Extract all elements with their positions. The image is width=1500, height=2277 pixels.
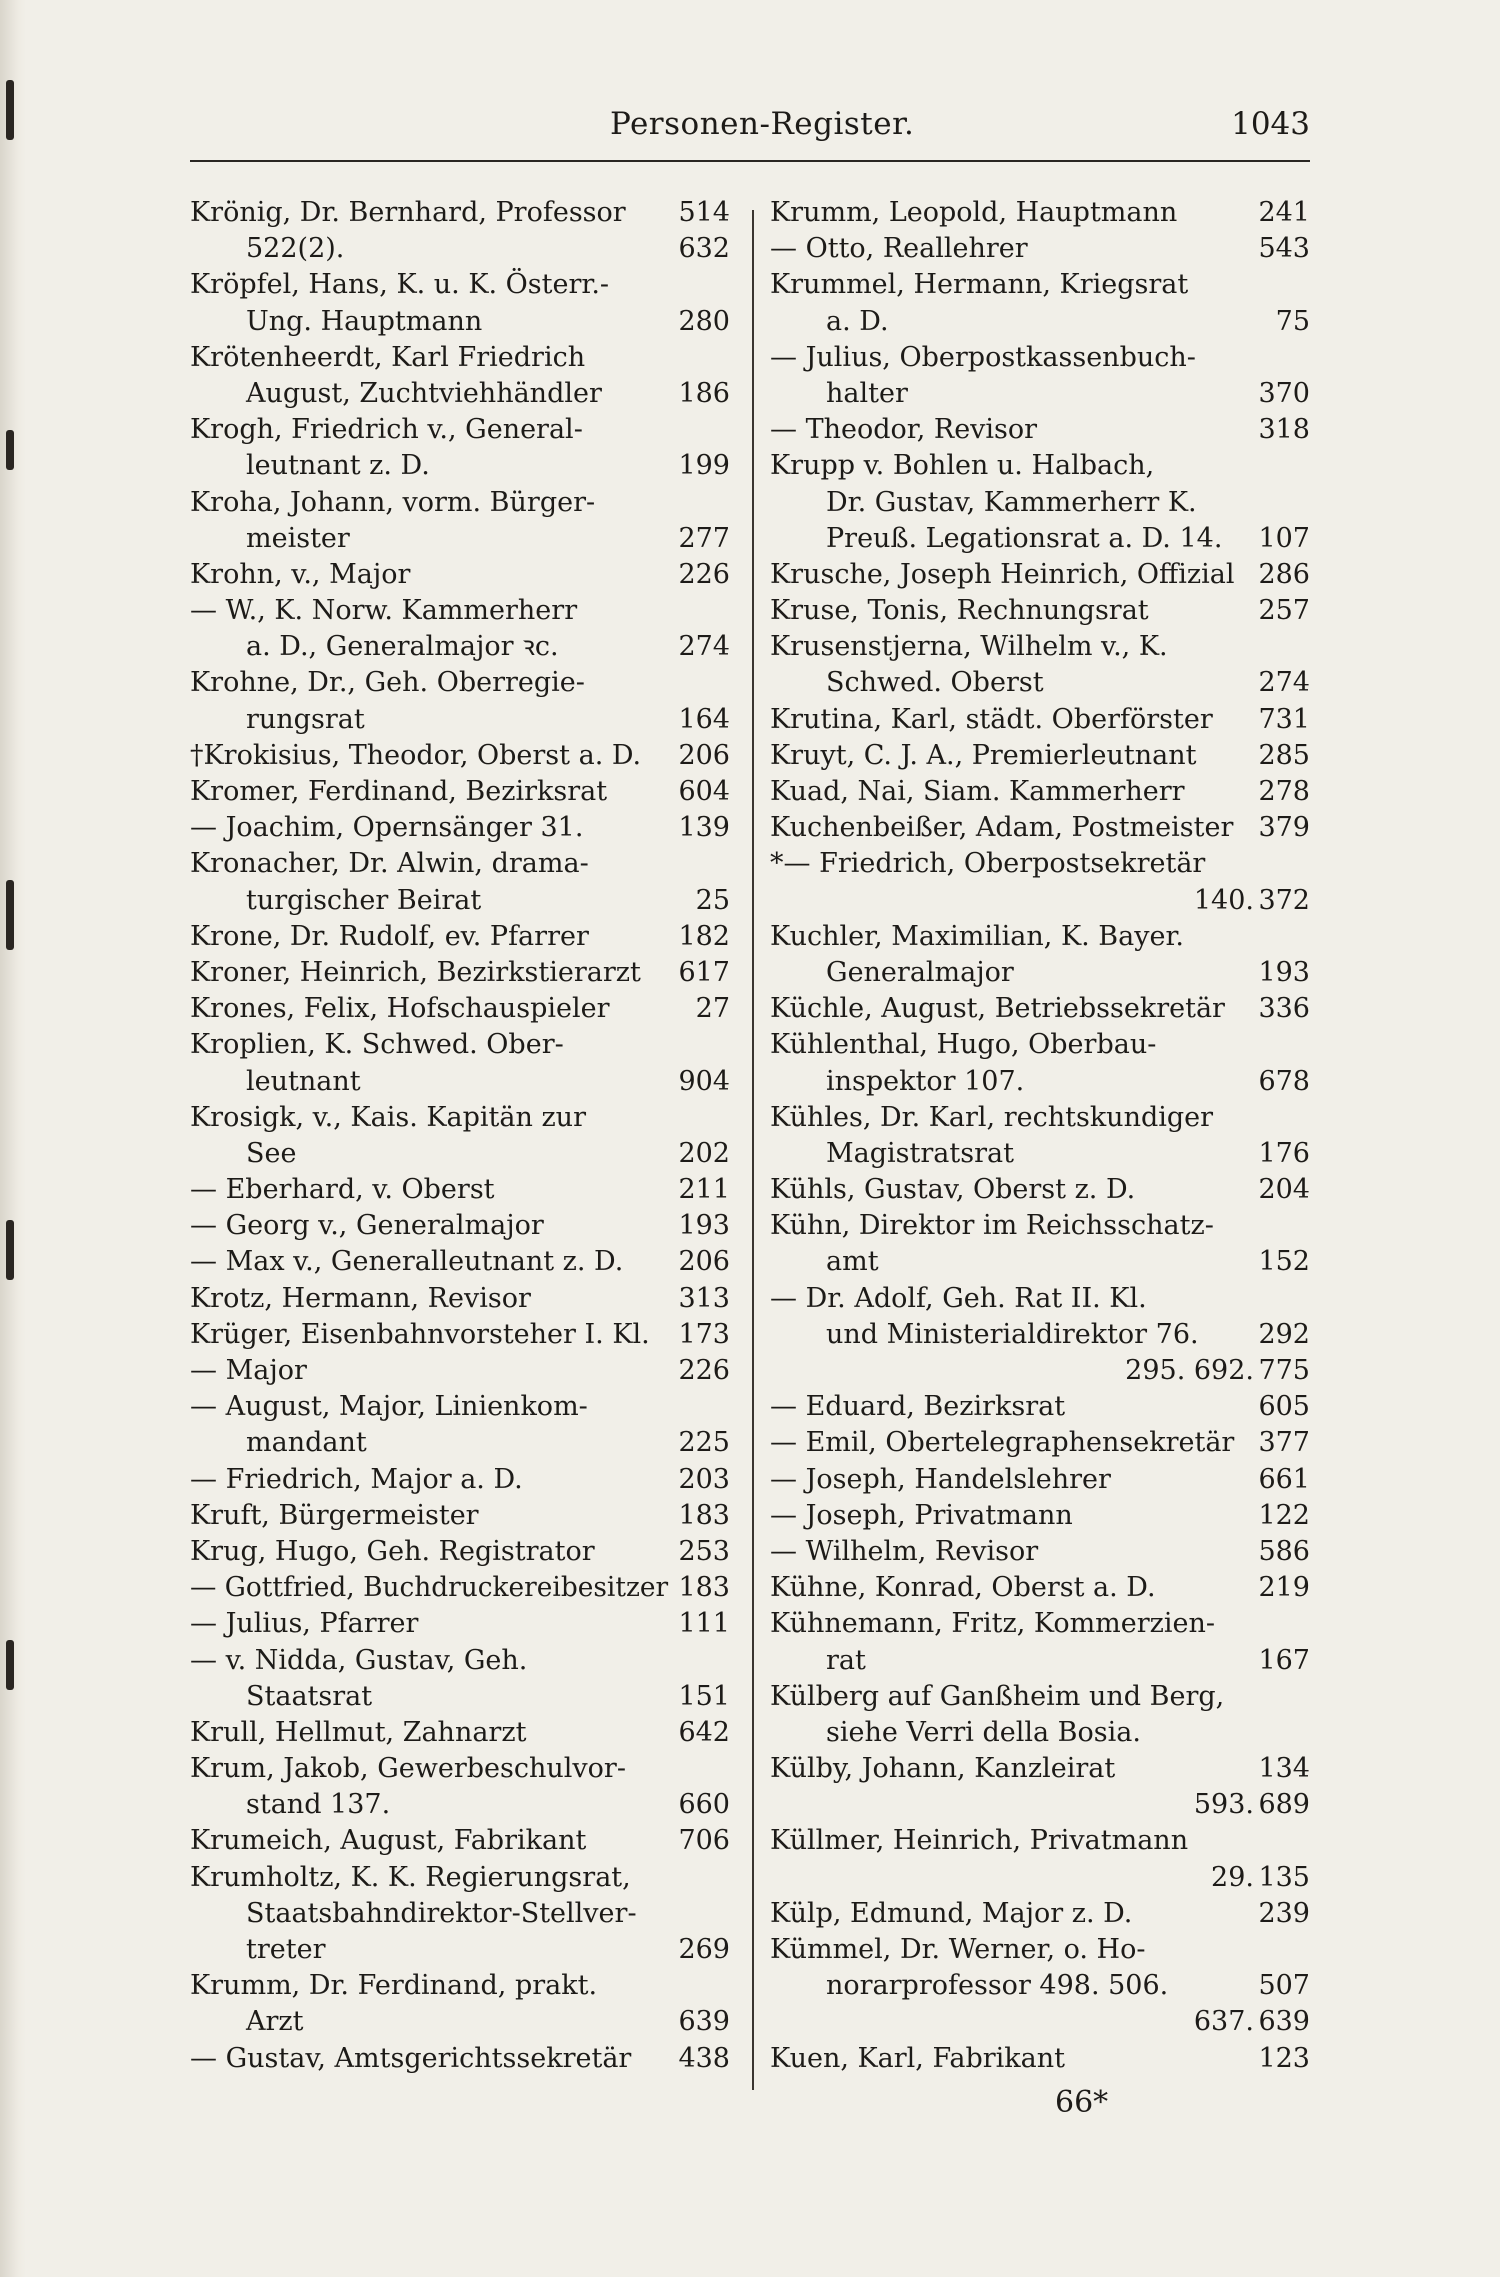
register-entry — [190, 485, 730, 521]
entry-text: norarprofessor 498. 506. — [826, 1970, 1169, 2002]
entry-text: — Joachim, Opernsänger 31. — [190, 812, 584, 844]
register-entry — [770, 340, 1310, 376]
register-entry — [190, 1534, 730, 1570]
register-entry — [190, 2004, 730, 2040]
entry-text: Krug, Hugo, Geh. Registrator — [190, 1535, 595, 1567]
register-entry — [190, 955, 730, 991]
entry-text: mandant — [246, 1427, 367, 1459]
register-entry — [770, 304, 1310, 340]
entry-text: — Wilhelm, Revisor — [770, 1535, 1039, 1567]
entry-text: — Eberhard, v. Oberst — [190, 1174, 495, 1206]
entry-text: Krum, Jakob, Gewerbeschulvor- — [190, 1753, 626, 1785]
edge-shadow — [6, 80, 14, 140]
entry-text: turgischer Beirat — [246, 884, 482, 916]
entry-page-ref: 225 — [678, 1427, 730, 1459]
entry-page-ref: 689 — [1258, 1789, 1310, 1821]
register-entry — [190, 1317, 730, 1353]
entry-page-ref: 285 — [1258, 739, 1310, 771]
entry-page-ref: 543 — [1258, 233, 1310, 265]
entry-page-ref: 507 — [1258, 1970, 1310, 2002]
entry-page-ref: 173 — [678, 1318, 730, 1350]
register-entry — [190, 376, 730, 412]
register-entry — [190, 521, 730, 557]
register-entry — [770, 593, 1310, 629]
register-entry — [190, 1064, 730, 1100]
entry-text: — Joseph, Handelslehrer — [770, 1463, 1111, 1495]
entry-text: Krotz, Hermann, Revisor — [190, 1282, 531, 1314]
entry-page-ref: 139 — [678, 812, 730, 844]
register-entry — [770, 2041, 1310, 2077]
register-entry — [770, 1100, 1310, 1136]
entry-text: *— Friedrich, Oberpostsekretär — [770, 848, 1206, 880]
entry-text: Kühn, Direktor im Reichsschatz- — [770, 1210, 1214, 1242]
entry-text: Kühls, Gustav, Oberst z. D. — [770, 1174, 1136, 1206]
entry-text: rat — [826, 1644, 866, 1676]
entry-text: Schwed. Oberst — [826, 667, 1044, 699]
register-entry — [190, 1860, 730, 1896]
entry-page-ref: 183 — [678, 1499, 730, 1531]
register-entry — [190, 665, 730, 701]
register-entry — [190, 1172, 730, 1208]
register-entry — [770, 1715, 1310, 1751]
register-entry — [190, 304, 730, 340]
register-entry — [190, 1932, 730, 1968]
entry-text: Kuen, Karl, Fabrikant — [770, 2042, 1065, 2074]
entry-text: a. D., Generalmajor ꝛc. — [246, 631, 559, 663]
entry-page-ref: 27 — [695, 993, 730, 1025]
register-entry — [770, 991, 1310, 1027]
entry-page-ref: 186 — [678, 377, 730, 409]
entry-text: — Otto, Reallehrer — [770, 233, 1028, 265]
register-entry — [190, 340, 730, 376]
entry-text: Krusenstjerna, Wilhelm v., K. — [770, 631, 1168, 663]
register-entry — [770, 1751, 1310, 1787]
header-title: Personen-Register. — [610, 106, 915, 142]
entry-page-ref: 370 — [1258, 377, 1310, 409]
entry-page-ref: 123 — [1258, 2042, 1310, 2074]
register-entry — [190, 702, 730, 738]
entry-page-ref: 286 — [1258, 558, 1310, 590]
entry-text: Staatsbahndirektor-Stellver- — [246, 1897, 637, 1929]
entry-text: meister — [246, 522, 350, 554]
register-entry — [770, 629, 1310, 665]
register-entry — [770, 1570, 1310, 1606]
entry-page-ref: 257 — [1258, 595, 1310, 627]
register-entry — [770, 412, 1310, 448]
entry-page-ref: 632 — [678, 233, 730, 265]
entry-text: Kümmel, Dr. Werner, o. Ho- — [770, 1934, 1146, 1965]
register-entry — [770, 2004, 1310, 2040]
register-entry — [190, 1136, 730, 1172]
entry-page-ref: 75 — [1275, 305, 1310, 337]
header-rule — [190, 160, 1310, 162]
entry-page-ref: 152 — [1258, 1246, 1310, 1278]
entry-text: treter — [246, 1934, 326, 1965]
entry-page-ref: 176 — [1258, 1137, 1310, 1169]
edge-shadow — [6, 1640, 14, 1690]
register-entry — [770, 557, 1310, 593]
register-entry — [770, 846, 1310, 882]
entry-text: a. D. — [826, 305, 889, 337]
entry-text: Kruse, Tonis, Rechnungsrat — [770, 595, 1149, 627]
entry-page-ref: 617 — [678, 956, 730, 988]
entry-text: — v. Nidda, Gustav, Geh. — [190, 1644, 528, 1676]
register-entry — [190, 1462, 730, 1498]
entry-text: Küllmer, Heinrich, Privatmann — [770, 1825, 1189, 1857]
entry-text: amt — [826, 1246, 879, 1278]
entry-text: — Gottfried, Buchdruckereibesitzer — [190, 1572, 669, 1604]
entry-page-ref: 107 — [1258, 522, 1310, 554]
register-entry — [190, 1353, 730, 1389]
entry-text: 295. 692. — [1125, 1355, 1254, 1386]
entry-text: Kruyt, C. J. A., Premierleutnant — [770, 739, 1197, 771]
entry-page-ref: 204 — [1258, 1174, 1310, 1206]
register-entry — [190, 593, 730, 629]
entry-page-ref: 219 — [1258, 1572, 1310, 1604]
entry-text: Kruft, Bürgermeister — [190, 1499, 479, 1531]
register-entry — [190, 1244, 730, 1280]
entry-page-ref: 639 — [1258, 2006, 1310, 2038]
entry-text: Krull, Hellmut, Zahnarzt — [190, 1716, 527, 1748]
entry-text: Krusche, Joseph Heinrich, Offizial — [770, 558, 1235, 590]
register-entry — [190, 412, 730, 448]
entry-page-ref: 660 — [678, 1789, 730, 1821]
register-entry — [770, 1498, 1310, 1534]
entry-text: — Georg v., Generalmajor — [190, 1210, 544, 1242]
register-entry — [770, 1425, 1310, 1461]
entry-page-ref: 193 — [678, 1210, 730, 1242]
register-entry — [770, 1136, 1310, 1172]
entry-text: Ung. Hauptmann — [246, 305, 483, 337]
entry-page-ref: 379 — [1258, 812, 1310, 844]
entry-text: und Ministerialdirektor 76. — [826, 1318, 1199, 1350]
entry-page-ref: 274 — [1258, 667, 1310, 699]
entry-page-ref: 292 — [1258, 1318, 1310, 1350]
entry-page-ref: 904 — [678, 1065, 730, 1097]
register-entry — [770, 1064, 1310, 1100]
column-divider — [752, 210, 754, 2090]
entry-text: Krupp v. Bohlen u. Halbach, — [770, 450, 1155, 482]
entry-text: Külp, Edmund, Major z. D. — [770, 1897, 1133, 1929]
entry-text: Krumm, Leopold, Hauptmann — [770, 197, 1178, 228]
register-entry — [190, 810, 730, 846]
register-entry — [770, 521, 1310, 557]
entry-text: †Krokisius, Theodor, Oberst a. D. — [190, 739, 642, 771]
entry-page-ref: 226 — [678, 1355, 730, 1386]
entry-text: Kroha, Johann, vorm. Bürger- — [190, 486, 596, 518]
entry-page-ref: 775 — [1258, 1355, 1310, 1386]
edge-shadow — [6, 1220, 14, 1280]
entry-page-ref: 199 — [678, 450, 730, 482]
register-entry — [190, 1643, 730, 1679]
entry-text: Krumeich, August, Fabrikant — [190, 1825, 587, 1857]
entry-page-ref: 202 — [678, 1137, 730, 1169]
register-entry — [190, 1823, 730, 1859]
register-entry — [190, 1570, 730, 1606]
entry-text: — Dr. Adolf, Geh. Rat II. Kl. — [770, 1282, 1147, 1314]
entry-text: — Theodor, Revisor — [770, 414, 1038, 446]
entry-text: — Friedrich, Major a. D. — [190, 1463, 523, 1495]
entry-text: Kroner, Heinrich, Bezirkstierarzt — [190, 956, 641, 988]
entry-page-ref: 269 — [678, 1934, 730, 1965]
edge-shadow — [6, 430, 14, 470]
entry-text: Kröpfel, Hans, K. u. K. Österr.- — [190, 269, 610, 301]
entry-text: Kronacher, Dr. Alwin, drama- — [190, 848, 589, 880]
register-entry — [770, 1606, 1310, 1642]
register-entry — [770, 1787, 1310, 1823]
register-entry — [770, 195, 1310, 231]
register-entry — [190, 1751, 730, 1787]
register-entry — [190, 1606, 730, 1642]
entry-page-ref: 280 — [678, 305, 730, 337]
entry-text: Külby, Johann, Kanzleirat — [770, 1753, 1116, 1785]
page-number: 1043 — [1231, 106, 1310, 142]
register-entry — [770, 1896, 1310, 1932]
register-entry — [770, 702, 1310, 738]
register-entry — [190, 557, 730, 593]
register-entry — [770, 1462, 1310, 1498]
register-entry — [190, 774, 730, 810]
register-entry — [770, 883, 1310, 919]
entry-text: Kuchler, Maximilian, K. Bayer. — [770, 920, 1184, 952]
entry-text: 29. — [1211, 1861, 1254, 1893]
entry-text: — August, Major, Linienkom- — [190, 1391, 588, 1423]
register-entry — [770, 1208, 1310, 1244]
entry-text: — Joseph, Privatmann — [770, 1499, 1073, 1531]
entry-page-ref: 164 — [678, 703, 730, 735]
entry-text: Krüger, Eisenbahnvorsteher I. Kl. — [190, 1318, 650, 1350]
entry-page-ref: 135 — [1258, 1861, 1310, 1893]
entry-text: — Eduard, Bezirksrat — [770, 1391, 1066, 1423]
register-entry — [770, 955, 1310, 991]
register-entry — [190, 1281, 730, 1317]
register-entry — [190, 738, 730, 774]
entry-text: inspektor 107. — [826, 1065, 1025, 1097]
register-entry — [770, 448, 1310, 484]
register-entry — [770, 774, 1310, 810]
entry-text: — W., K. Norw. Kammerherr — [190, 595, 578, 627]
register-entry — [770, 1823, 1310, 1859]
register-entry — [770, 1643, 1310, 1679]
register-entry — [770, 1860, 1310, 1896]
entry-page-ref: 203 — [678, 1463, 730, 1495]
register-entry — [770, 919, 1310, 955]
register-entry — [190, 231, 730, 267]
entry-text: Dr. Gustav, Kammerherr K. — [826, 486, 1197, 518]
entry-text: Staatsrat — [246, 1680, 373, 1712]
entry-text: — Julius, Oberpostkassenbuch- — [770, 341, 1196, 373]
register-entry — [770, 485, 1310, 521]
entry-text: Krötenheerdt, Karl Friedrich — [190, 341, 586, 373]
register-entry — [770, 1932, 1310, 1968]
entry-text: Krosigk, v., Kais. Kapitän zur — [190, 1101, 586, 1133]
entry-text: — Major — [190, 1355, 307, 1386]
entry-text: Krumholtz, K. K. Regierungsrat, — [190, 1861, 631, 1893]
register-entry — [190, 846, 730, 882]
register-entry — [190, 629, 730, 665]
entry-text: Krohn, v., Major — [190, 558, 411, 590]
entry-page-ref: 514 — [678, 197, 730, 228]
entry-page-ref: 183 — [678, 1572, 730, 1604]
entry-text: stand 137. — [246, 1789, 391, 1821]
entry-text: Kühles, Dr. Karl, rechtskundiger — [770, 1101, 1214, 1133]
entry-text: Krohne, Dr., Geh. Oberregie- — [190, 667, 585, 699]
register-entry — [770, 1172, 1310, 1208]
entry-page-ref: 604 — [678, 776, 730, 807]
entry-page-ref: 605 — [1258, 1391, 1310, 1423]
register-entry — [770, 1534, 1310, 1570]
register-entry — [770, 267, 1310, 303]
entry-page-ref: 318 — [1258, 414, 1310, 446]
register-entry — [190, 1208, 730, 1244]
entry-page-ref: 253 — [678, 1535, 730, 1567]
register-entry — [770, 665, 1310, 701]
entry-page-ref: 706 — [678, 1825, 730, 1857]
entry-text: — Gustav, Amtsgerichtssekretär — [190, 2042, 632, 2074]
entry-page-ref: 377 — [1258, 1427, 1310, 1459]
register-entry — [770, 1353, 1310, 1389]
register-entry — [190, 1787, 730, 1823]
entry-text: Kühnemann, Fritz, Kommerzien- — [770, 1608, 1216, 1640]
entry-text: — Julius, Pfarrer — [190, 1608, 419, 1640]
entry-text: Generalmajor — [826, 956, 1014, 988]
entry-text: Kuchenbeißer, Adam, Postmeister — [770, 812, 1234, 844]
register-entry — [190, 1715, 730, 1751]
entry-text: siehe Verri della Bosia. — [826, 1716, 1141, 1748]
entry-page-ref: 122 — [1258, 1499, 1310, 1531]
entry-text: Krutina, Karl, städt. Oberförster — [770, 703, 1213, 735]
entry-page-ref: 193 — [1258, 956, 1310, 988]
register-entry — [190, 919, 730, 955]
entry-page-ref: 111 — [678, 1608, 730, 1640]
entry-text: 140. — [1193, 884, 1254, 916]
entry-text: Krönig, Dr. Bernhard, Professor — [190, 197, 626, 228]
register-entry — [770, 738, 1310, 774]
entry-page-ref: 134 — [1258, 1753, 1310, 1785]
register-entry — [770, 1027, 1310, 1063]
entry-text: Kühlenthal, Hugo, Oberbau- — [770, 1029, 1157, 1061]
entry-page-ref: 25 — [695, 884, 730, 916]
left-column — [190, 195, 730, 2077]
page-header — [190, 106, 1310, 150]
register-entry — [190, 448, 730, 484]
entry-page-ref: 211 — [678, 1174, 730, 1206]
entry-page-ref: 277 — [678, 522, 730, 554]
register-entry — [770, 376, 1310, 412]
entry-text: Arzt — [246, 2006, 304, 2038]
register-entry — [190, 267, 730, 303]
entry-page-ref: 639 — [678, 2006, 730, 2038]
entry-text: Krogh, Friedrich v., General- — [190, 414, 583, 446]
entry-page-ref: 151 — [678, 1680, 730, 1712]
entry-page-ref: 372 — [1258, 884, 1310, 916]
entry-text: Krummel, Hermann, Kriegsrat — [770, 269, 1189, 301]
entry-page-ref: 586 — [1258, 1535, 1310, 1567]
entry-page-ref: 336 — [1258, 993, 1310, 1025]
right-column — [770, 195, 1310, 2077]
entry-page-ref: 167 — [1258, 1644, 1310, 1676]
entry-page-ref: 313 — [678, 1282, 730, 1314]
entry-page-ref: 661 — [1258, 1463, 1310, 1495]
entry-page-ref: 642 — [678, 1716, 730, 1748]
register-entry — [770, 1968, 1310, 2004]
register-entry — [190, 195, 730, 231]
entry-text: Krumm, Dr. Ferdinand, prakt. — [190, 1970, 598, 2002]
entry-page-ref: 226 — [678, 558, 730, 590]
entry-text: Krone, Dr. Rudolf, ev. Pfarrer — [190, 920, 589, 952]
entry-text: August, Zuchtviehhändler — [246, 377, 602, 409]
register-entry — [190, 991, 730, 1027]
entry-page-ref: 438 — [678, 2042, 730, 2074]
entry-text: See — [246, 1137, 297, 1169]
entry-text: rungsrat — [246, 703, 365, 735]
entry-page-ref: 241 — [1258, 197, 1310, 228]
register-entry — [190, 1389, 730, 1425]
register-entry — [190, 1027, 730, 1063]
register-entry — [190, 883, 730, 919]
entry-page-ref: 206 — [678, 1246, 730, 1278]
entry-text: Küchle, August, Betriebssekretär — [770, 993, 1225, 1025]
register-entry — [190, 1425, 730, 1461]
entry-page-ref: 731 — [1258, 703, 1310, 735]
register-entry — [190, 1100, 730, 1136]
entry-text: 522(2). — [246, 233, 345, 265]
register-entry — [190, 1498, 730, 1534]
register-entry — [770, 1244, 1310, 1280]
register-entry — [770, 1389, 1310, 1425]
entry-text: Külberg auf Ganßheim und Berg, — [770, 1680, 1225, 1712]
register-entry — [190, 1679, 730, 1715]
entry-text: Kuad, Nai, Siam. Kammerherr — [770, 776, 1185, 807]
register-entry — [190, 1896, 730, 1932]
entry-text: Krones, Felix, Hofschauspieler — [190, 993, 610, 1025]
entry-text: Kühne, Konrad, Oberst a. D. — [770, 1572, 1156, 1604]
entry-text: 593. — [1193, 1789, 1254, 1821]
page-edge — [0, 0, 26, 2277]
register-entry — [770, 231, 1310, 267]
entry-text: — Emil, Obertelegraphensekretär — [770, 1427, 1235, 1459]
register-entry — [190, 2041, 730, 2077]
entry-page-ref: 678 — [1258, 1065, 1310, 1097]
entry-page-ref: 239 — [1258, 1897, 1310, 1929]
entry-page-ref: 182 — [678, 920, 730, 952]
signature-mark: 66* — [1055, 2085, 1109, 2120]
entry-text: — Max v., Generalleutnant z. D. — [190, 1246, 624, 1278]
entry-page-ref: 278 — [1258, 776, 1310, 807]
register-entry — [770, 1679, 1310, 1715]
entry-text: halter — [826, 377, 908, 409]
entry-text: leutnant — [246, 1065, 361, 1097]
entry-text: Kromer, Ferdinand, Bezirksrat — [190, 776, 608, 807]
entry-text: Preuß. Legationsrat a. D. 14. — [826, 522, 1223, 554]
edge-shadow — [6, 880, 14, 950]
register-entry — [770, 1317, 1310, 1353]
entry-page-ref: 274 — [678, 631, 730, 663]
register-entry — [190, 1968, 730, 2004]
entry-text: Kroplien, K. Schwed. Ober- — [190, 1029, 564, 1061]
register-entry — [770, 1281, 1310, 1317]
entry-text: Magistratsrat — [826, 1137, 1014, 1169]
register-entry — [770, 810, 1310, 846]
entry-text: 637. — [1193, 2006, 1254, 2038]
entry-text: leutnant z. D. — [246, 450, 430, 482]
entry-page-ref: 206 — [678, 739, 730, 771]
